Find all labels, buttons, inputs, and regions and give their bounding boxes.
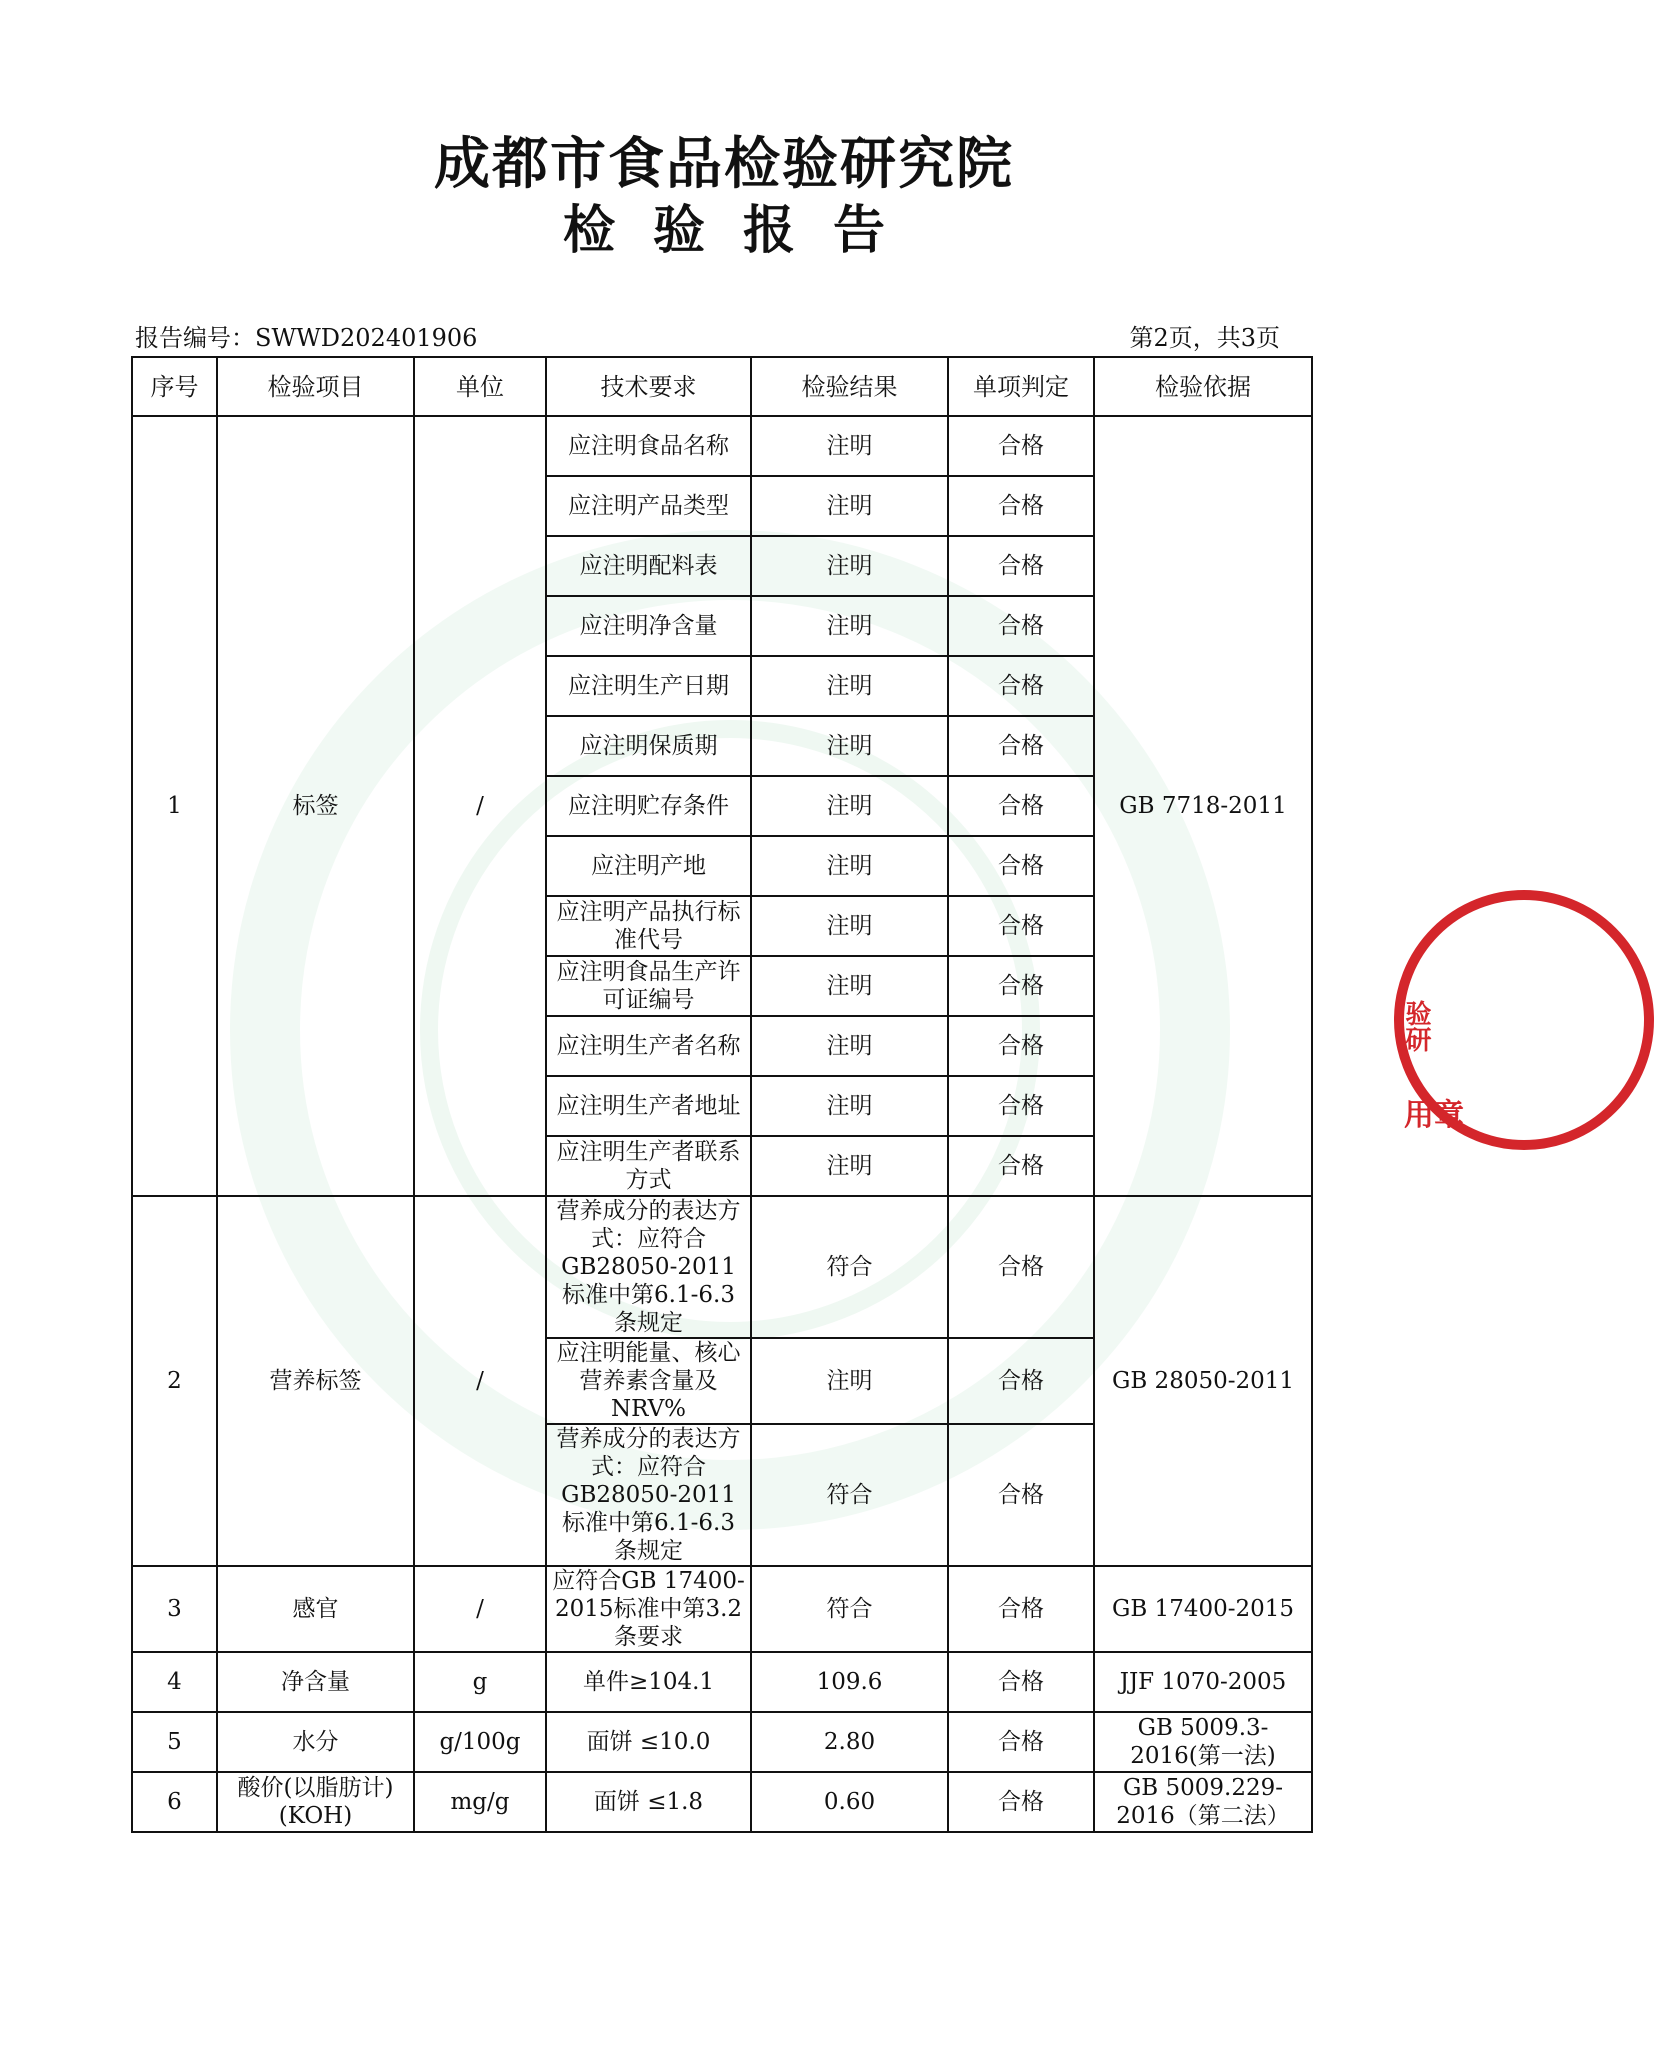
cell-judgement: 合格	[948, 1712, 1094, 1772]
cell-requirement: 应注明产品类型	[546, 476, 751, 536]
cell-unit: g	[414, 1652, 546, 1712]
cell-result: 注明	[751, 776, 948, 836]
document-title: 检验报告	[562, 201, 923, 261]
cell-judgement: 合格	[948, 1652, 1094, 1712]
column-header: 单项判定	[948, 357, 1094, 416]
cell-requirement: 面饼 ≤10.0	[546, 1712, 751, 1772]
cell-unit: /	[414, 1196, 546, 1566]
table-row	[132, 416, 1312, 476]
cell-judgement: 合格	[948, 1196, 1094, 1338]
cell-requirement: 应注明配料表	[546, 536, 751, 596]
cell-requirement: 应符合GB 17400-2015标准中第3.2条要求	[546, 1566, 751, 1652]
cell-unit: g/100g	[414, 1712, 546, 1772]
report-number: 报告编号：SWWD202401906	[135, 324, 478, 352]
column-header: 检验结果	[751, 357, 948, 416]
cell-judgement: 合格	[948, 776, 1094, 836]
cell-unit: /	[414, 416, 546, 1196]
cell-result: 注明	[751, 596, 948, 656]
institute-name: 成都市食品检验研究院	[434, 132, 1014, 197]
cell-requirement: 应注明生产者联系方式	[546, 1136, 751, 1196]
cell-test-basis: GB 7718-2011	[1094, 416, 1312, 1196]
cell-requirement: 应注明产品执行标准代号	[546, 896, 751, 956]
cell-judgement: 合格	[948, 656, 1094, 716]
column-header: 检验项目	[217, 357, 414, 416]
cell-result: 符合	[751, 1424, 948, 1566]
cell-judgement: 合格	[948, 476, 1094, 536]
cell-test-item: 标签	[217, 416, 414, 1196]
cell-requirement: 应注明生产日期	[546, 656, 751, 716]
cell-result: 注明	[751, 476, 948, 536]
cell-test-item: 感官	[217, 1566, 414, 1652]
cell-judgement: 合格	[948, 536, 1094, 596]
cell-seq-no: 5	[132, 1712, 217, 1772]
cell-test-item: 营养标签	[217, 1196, 414, 1566]
column-header: 检验依据	[1094, 357, 1312, 416]
table-row	[132, 1712, 1312, 1772]
cell-result: 注明	[751, 416, 948, 476]
column-header: 序号	[132, 357, 217, 416]
column-header: 单位	[414, 357, 546, 416]
cell-requirement: 应注明贮存条件	[546, 776, 751, 836]
cell-result: 注明	[751, 1076, 948, 1136]
cell-result: 注明	[751, 716, 948, 776]
seal-text-lower: 用章	[1404, 1098, 1464, 1133]
cell-seq-no: 3	[132, 1566, 217, 1652]
table-header-row	[132, 357, 1312, 416]
cell-result: 符合	[751, 1196, 948, 1338]
cell-requirement: 应注明净含量	[546, 596, 751, 656]
cell-test-basis: GB 5009.229-2016（第二法）	[1094, 1772, 1312, 1832]
cell-result: 注明	[751, 896, 948, 956]
cell-seq-no: 1	[132, 416, 217, 1196]
column-header: 技术要求	[546, 357, 751, 416]
cell-test-basis: GB 28050-2011	[1094, 1196, 1312, 1566]
cell-requirement: 应注明保质期	[546, 716, 751, 776]
cell-test-item: 酸价(以脂肪计)(KOH)	[217, 1772, 414, 1832]
cell-judgement: 合格	[948, 1076, 1094, 1136]
table-row	[132, 1772, 1312, 1832]
table-row	[132, 1652, 1312, 1712]
cell-requirement: 应注明食品生产许可证编号	[546, 956, 751, 1016]
cell-result: 注明	[751, 1338, 948, 1424]
cell-judgement: 合格	[948, 1566, 1094, 1652]
cell-result: 符合	[751, 1566, 948, 1652]
cell-judgement: 合格	[948, 716, 1094, 776]
table-row	[132, 1196, 1312, 1338]
cell-unit: /	[414, 1566, 546, 1652]
cell-requirement: 应注明生产者地址	[546, 1076, 751, 1136]
cell-test-item: 净含量	[217, 1652, 414, 1712]
inspection-table	[131, 356, 1313, 1833]
official-seal	[1394, 890, 1654, 1150]
cell-judgement: 合格	[948, 1424, 1094, 1566]
cell-result: 注明	[751, 536, 948, 596]
seal-text-upper: 验研	[1401, 1000, 1431, 1052]
cell-judgement: 合格	[948, 596, 1094, 656]
cell-seq-no: 4	[132, 1652, 217, 1712]
cell-requirement: 面饼 ≤1.8	[546, 1772, 751, 1832]
cell-result: 注明	[751, 1016, 948, 1076]
cell-requirement: 营养成分的表达方式：应符合GB28050-2011标准中第6.1-6.3条规定	[546, 1196, 751, 1338]
cell-requirement: 应注明能量、核心营养素含量及NRV%	[546, 1338, 751, 1424]
table-row	[132, 1566, 1312, 1652]
cell-result: 注明	[751, 656, 948, 716]
cell-judgement: 合格	[948, 956, 1094, 1016]
cell-result: 注明	[751, 1136, 948, 1196]
cell-requirement: 应注明产地	[546, 836, 751, 896]
cell-result: 注明	[751, 956, 948, 1016]
cell-unit: mg/g	[414, 1772, 546, 1832]
cell-judgement: 合格	[948, 896, 1094, 956]
cell-result: 109.6	[751, 1652, 948, 1712]
cell-requirement: 单件≥104.1	[546, 1652, 751, 1712]
cell-judgement: 合格	[948, 1136, 1094, 1196]
cell-judgement: 合格	[948, 1772, 1094, 1832]
cell-judgement: 合格	[948, 1016, 1094, 1076]
cell-seq-no: 6	[132, 1772, 217, 1832]
cell-judgement: 合格	[948, 836, 1094, 896]
cell-requirement: 应注明生产者名称	[546, 1016, 751, 1076]
page-info: 第2页，共3页	[1129, 324, 1280, 352]
cell-requirement: 营养成分的表达方式：应符合GB28050-2011标准中第6.1-6.3条规定	[546, 1424, 751, 1566]
cell-judgement: 合格	[948, 1338, 1094, 1424]
cell-result: 0.60	[751, 1772, 948, 1832]
cell-seq-no: 2	[132, 1196, 217, 1566]
cell-result: 2.80	[751, 1712, 948, 1772]
cell-test-basis: GB 17400-2015	[1094, 1566, 1312, 1652]
cell-test-basis: JJF 1070-2005	[1094, 1652, 1312, 1712]
cell-test-item: 水分	[217, 1712, 414, 1772]
cell-requirement: 应注明食品名称	[546, 416, 751, 476]
cell-test-basis: GB 5009.3-2016(第一法)	[1094, 1712, 1312, 1772]
cell-result: 注明	[751, 836, 948, 896]
cell-judgement: 合格	[948, 416, 1094, 476]
